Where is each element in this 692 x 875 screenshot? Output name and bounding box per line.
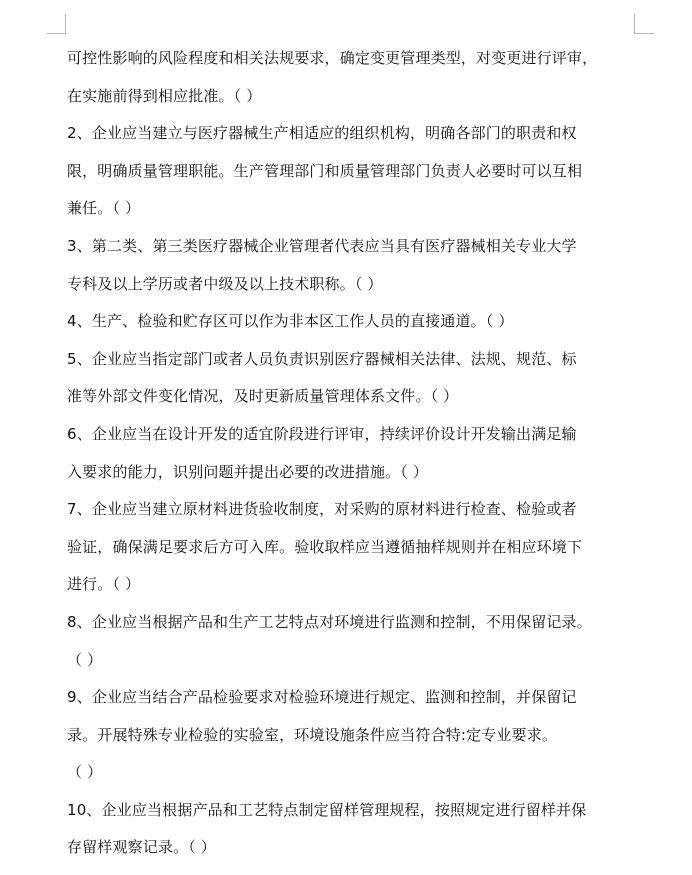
text-line: 专科及以上学历或者中级及以上技术职称。（ ） <box>67 274 383 293</box>
text-line: （ ） <box>67 650 103 669</box>
margin-corner-mark-left <box>46 14 66 34</box>
text-line: 8、企业应当根据产品和生产工艺特点对环境进行监测和控制，不用保留记录。 <box>67 612 592 631</box>
text-line: 6、企业应当在设计开发的适宜阶段进行评审，持续评价设计开发输出满足输 <box>67 424 577 443</box>
text-line: 2、企业应当建立与医疗器械生产相适应的组织机构，明确各部门的职责和权 <box>67 124 577 143</box>
text-line: 限，明确质量管理职能。生产管理部门和质量管理部门负责人必要时可以互相 <box>67 161 583 180</box>
text-line: 进行。（ ） <box>67 575 141 594</box>
text-line: 7、企业应当建立原材料进货验收制度，对采购的原材料进行检查、检验或者 <box>67 500 577 519</box>
text-line: 准等外部文件变化情况，及时更新质量管理体系文件。（ ） <box>67 387 459 406</box>
text-line: 可控性影响的风险程度和相关法规要求，确定变更管理类型，对变更进行评审， <box>67 49 598 67</box>
text-line: 入要求的能力，识别问题并提出必要的改进措施。（ ） <box>67 462 429 481</box>
text-line: 4、生产、检验和贮存区可以作为非本区工作人员的直接通道。（ ） <box>67 312 514 331</box>
text-line: 存留样观察记录。（ ） <box>67 838 216 857</box>
margin-corner-mark-right <box>634 14 654 34</box>
text-line: （ ） <box>67 763 103 782</box>
text-line: 验证，确保满足要求后方可入库。验收取样应当遵循抽样规则并在相应环境下 <box>67 537 583 556</box>
text-line: 5、企业应当指定部门或者人员负责识别医疗器械相关法律、法规、规范、标 <box>67 349 577 368</box>
text-line: 10、企业应当根据产品和工艺特点制定留样管理规程，按照规定进行留样并保 <box>67 800 587 819</box>
text-line: 录。开展特殊专业检验的实验室，环境设施条件应当符合特:定专业要求。 <box>67 725 558 744</box>
document-body <box>67 40 637 867</box>
text-line: 9、企业应当结合产品检验要求对检验环境进行规定、监测和控制，并保留记 <box>67 688 577 707</box>
text-line: 3、第二类、第三类医疗器械企业管理者代表应当具有医疗器械相关专业大学 <box>67 236 577 255</box>
text-line: 在实施前得到相应批准。（ ） <box>67 86 262 105</box>
text-line: 兼任。（ ） <box>67 199 141 218</box>
